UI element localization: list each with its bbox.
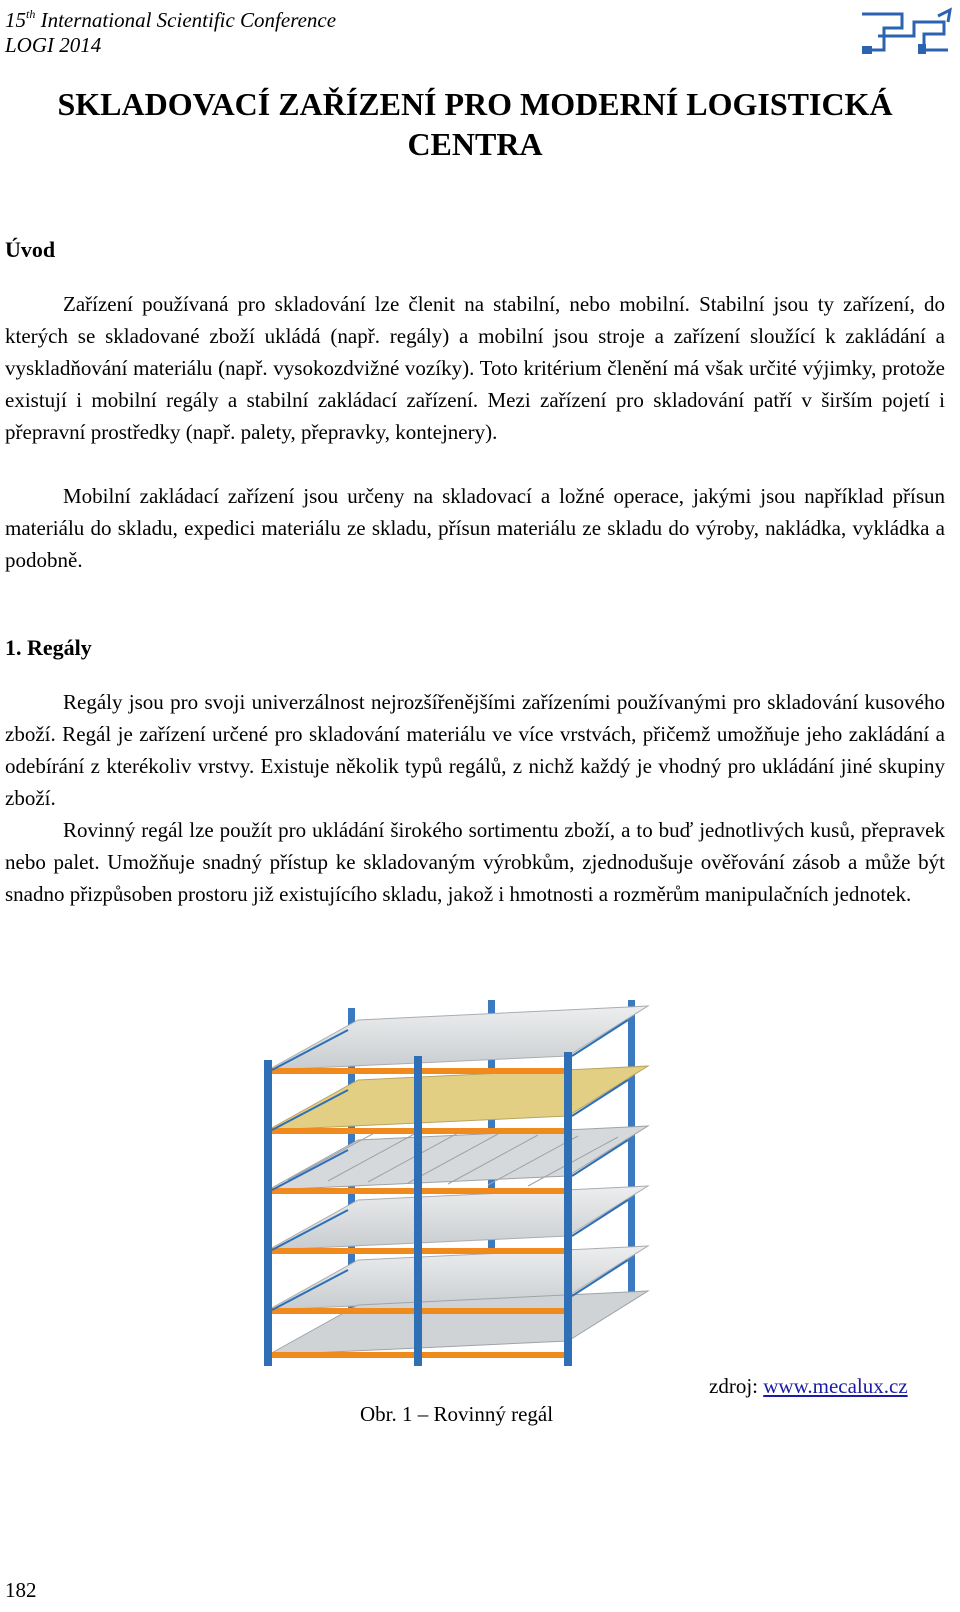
figure-source: [709, 1374, 908, 1399]
page-number: 182: [5, 1578, 37, 1602]
conference-number: 15: [5, 8, 26, 32]
conference-name: [5, 8, 336, 33]
conference-header: [5, 8, 336, 58]
section-1-paragraph-2: Rovinný regál lze použít pro ukládání širokého sortimentu zboží, a to buď jednotlivých kusů, přepravek nebo palet. Umožňuje snadný přístup ke skladovaným výrobkům, zjednodušuje ověřování zásob a může být snadno přizpůsoben prostoru již existujícího skladu, jakož i hmotnosti a rozměrům manipulačních jednotek.: [5, 818, 945, 906]
paper-title-line-2: CENTRA: [407, 126, 543, 162]
intro-paragraph-2: Mobilní zakládací zařízení jsou určeny na skladovací a ložné operace, jakými jsou například přísun materiálu do skladu, expedici materiálu ze skladu, přísun materiálu ze skladu do výroby, nakládka, vykládka a podobně.: [5, 484, 945, 572]
conference-short-name: LOGI 2014: [5, 33, 102, 57]
conference-title: International Scientific Conference: [40, 8, 337, 32]
conference-ordinal: th: [26, 7, 36, 21]
paper-title-line-1: SKLADOVACÍ ZAŘÍZENÍ PRO MODERNÍ LOGISTICKÁ: [57, 86, 893, 122]
paper-title: [0, 84, 950, 164]
figure-caption: Obr. 1 – Rovinný regál: [360, 1402, 554, 1426]
section-1-paragraph-1: Regály jsou pro svoji univerzálnost nejrozšířenějšími zařízeními používanými pro skladování kusového zboží. Regál je zařízení určené pro skladování materiálu ve více vrstvách, přičemž umožňuje jeho zakládání a odebírání z kterékoliv vrstvy. Existuje několik typů regálů, z nichž každý je vhodný pro ukládání jiné skupiny zboží.: [5, 690, 945, 810]
conference-logo: [858, 6, 954, 58]
shelving-rack-image: [248, 1000, 668, 1370]
section-1-heading: 1. Regály: [5, 635, 92, 660]
source-link[interactable]: www.mecalux.cz: [763, 1374, 908, 1398]
intro-heading: Úvod: [5, 237, 56, 262]
source-label: zdroj:: [709, 1374, 758, 1398]
intro-paragraph-1: Zařízení používaná pro skladování lze členit na stabilní, nebo mobilní. Stabilní jsou ty zařízení, do kterých se skladované zboží ukládá (např. regály) a mobilní jsou stroje a zařízení sloužící k zakládání a vyskladňování materiálu (např. vysokozdvižné vozíky). Toto kritérium členění má však určité výjimky, protože existují i mobilní regály a stabilní zakládací zařízení. Mezi zařízení pro skladování patří v širším pojetí i přepravní prostředky (např. palety, přepravky, kontejnery).: [5, 292, 945, 444]
